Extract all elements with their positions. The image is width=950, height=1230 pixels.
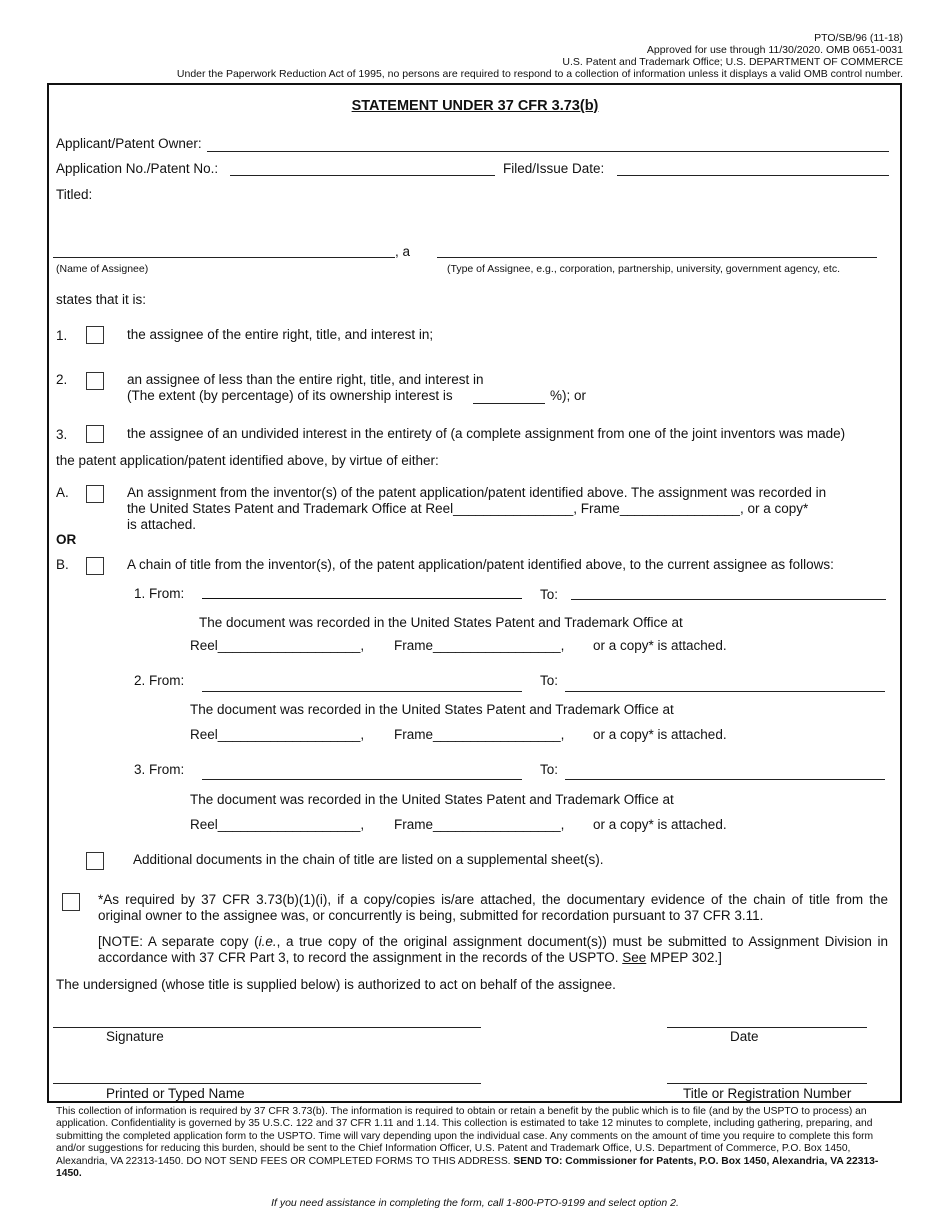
date-field[interactable] [667,1027,867,1028]
approval-text: Approved for use through 11/30/2020. OMB 0651-0031 [646,44,903,56]
chain-2-doc-text: The document was recorded in the United States Patent and Trademark Office at [190,702,674,717]
option-3-checkbox[interactable] [86,425,104,443]
assignee-name-field[interactable] [53,257,395,258]
chain-3-from-label: 3. From: [134,762,185,777]
note-text: [NOTE: A separate copy (i.e., a true copy of the original assignment document(s)) must be submitted to Assignment Division in accordance with 37 CFR Part 3, to record the assignment in the records of the USPTO. See MPEP 302.] [98,934,888,965]
option-1-checkbox[interactable] [86,326,104,344]
assignee-type-caption: (Type of Assignee, e.g., corporation, partnership, university, government agency, etc. [447,263,840,275]
virtue-text: the patent application/patent identified above, by virtue of either: [56,453,439,468]
agency-text: U.S. Patent and Trademark Office; U.S. DEPARTMENT OF COMMERCE [562,56,903,68]
printed-name-field[interactable] [53,1083,481,1084]
option-2-suffix: %); or [550,388,587,403]
additional-docs-text: Additional documents in the chain of title are listed on a supplemental sheet(s). [133,852,604,867]
choice-b-text: A chain of title from the inventor(s), of the patent application/patent identified above, to the current assignee as follows: [127,557,834,572]
appno-label: Application No./Patent No.: [56,161,219,176]
help-text: If you need assistance in completing the form, call 1-800-PTO-9199 and select option 2. [271,1197,679,1209]
date-label: Date [730,1029,759,1044]
chain-1-reel[interactable]: Reel___________________, [190,638,365,653]
choice-a-checkbox[interactable] [86,485,104,503]
chain-2-to-label: To: [540,673,559,688]
ownership-percentage-field[interactable] [473,403,545,404]
form-header [177,32,903,80]
chain-3-doc-text: The document was recorded in the United States Patent and Trademark Office at [190,792,674,807]
owner-field[interactable] [207,151,889,152]
chain-3-reel[interactable]: Reel___________________, [190,817,365,832]
filed-label: Filed/Issue Date: [503,161,605,176]
or-text: OR [56,532,77,547]
titled-label: Titled: [56,187,93,202]
chain-1-frame[interactable]: Frame_________________, [394,638,565,653]
option-1-text: the assignee of the entire right, title, and interest in; [127,327,434,342]
titled-field[interactable] [100,186,890,236]
chain-3-to-field[interactable] [565,779,885,780]
chain-2-copy-text: or a copy* is attached. [593,727,727,742]
signature-field[interactable] [53,1027,481,1028]
burden-statement: This collection of information is required by 37 CFR 3.73(b). The information is required to obtain or retain a benefit by the public which is to file (and by the USPTO to process) an application. Confidentiality is governed by 35 U.S.C. 122 and 37 CFR 1.11 and 1.14. This collection is estimated to take 12 minutes to complete, including gathering, preparing, and submitting the completed application form to the USPTO. Time will vary depending upon the individual case. Any comments on the amount of time you require to complete this form and/or suggestions for reducing this burden, should be sent to the Chief Information Officer, U.S. Patent and Trademark Office, U.S. Department of Commerce, P.O. Box 1450, Alexandria, VA 22313-1450. DO NOT SEND FEES OR COMPLETED FORMS TO THIS ADDRESS. SEND TO: Commissioner for Patents, P.O. Box 1450, Alexandria, VA 22313-1450. [56,1106,879,1180]
additional-docs-checkbox[interactable] [86,852,104,870]
chain-2-to-field[interactable] [565,691,885,692]
chain-1-to-label: To: [540,587,559,602]
option-3-text: the assignee of an undivided interest in the entirety of (a complete assignment from one of the joint inventors was made) [127,426,846,441]
choice-a-letter: A. [56,485,69,500]
form-id: PTO/SB/96 (11-18) [814,32,903,44]
choice-a-line1: An assignment from the inventor(s) of the patent application/patent identified above. The assignment was recorded in [127,485,827,500]
chain-1-from-label: 1. From: [134,586,185,601]
choice-b-letter: B. [56,557,69,572]
comma-a: , a [395,244,411,259]
assignee-type-field[interactable] [437,257,877,258]
choice-a-line3: is attached. [127,517,197,532]
option-2-text-line2: (The extent (by percentage) of its ownership interest is [127,388,453,403]
asterisk-checkbox[interactable] [62,893,80,911]
asterisk-text: *As required by 37 CFR 3.73(b)(1)(i), if a copy/copies is/are attached, the documentary evidence of the chain of title from the original owner to the assignee was, or concurrently is being, submitted for recordation pursuant to 37 CFR 3.11. [98,892,888,923]
option-1-number: 1. [56,328,68,343]
chain-3-copy-text: or a copy* is attached. [593,817,727,832]
form-title: STATEMENT UNDER 37 CFR 3.73(b) [351,98,599,114]
chain-1-copy-text: or a copy* is attached. [593,638,727,653]
chain-3-to-label: To: [540,762,559,777]
option-2-number: 2. [56,372,68,387]
appno-field[interactable] [230,175,495,176]
chain-1-from-field[interactable] [202,598,522,599]
title-reg-label: Title or Registration Number [683,1086,852,1101]
title-reg-field[interactable] [667,1083,867,1084]
assignee-name-caption: (Name of Assignee) [56,263,149,275]
chain-2-frame[interactable]: Frame_________________, [394,727,565,742]
chain-3-from-field[interactable] [202,779,522,780]
chain-1-doc-text: The document was recorded in the United States Patent and Trademark Office at [199,615,683,630]
option-3-number: 3. [56,427,68,442]
chain-3-frame[interactable]: Frame_________________, [394,817,565,832]
option-2-text-line1: an assignee of less than the entire right, title, and interest in [127,372,484,387]
chain-1-to-field[interactable] [571,599,886,600]
option-2-checkbox[interactable] [86,372,104,390]
choice-b-checkbox[interactable] [86,557,104,575]
chain-2-from-label: 2. From: [134,673,185,688]
printed-name-label: Printed or Typed Name [106,1086,245,1101]
signature-label: Signature [106,1029,164,1044]
owner-label: Applicant/Patent Owner: [56,136,202,151]
undersigned-text: The undersigned (whose title is supplied below) is authorized to act on behalf of the assignee. [56,977,616,992]
chain-2-reel[interactable]: Reel___________________, [190,727,365,742]
choice-a-line2: the United States Patent and Trademark Office at Reel________________, Frame________________, or a copy* [127,501,809,516]
filed-field[interactable] [617,175,889,176]
paperwork-notice: Under the Paperwork Reduction Act of 1995, no persons are required to respond to a collection of information unless it displays a valid OMB control number. [176,68,903,80]
chain-2-from-field[interactable] [202,691,522,692]
states-text: states that it is: [56,292,147,307]
